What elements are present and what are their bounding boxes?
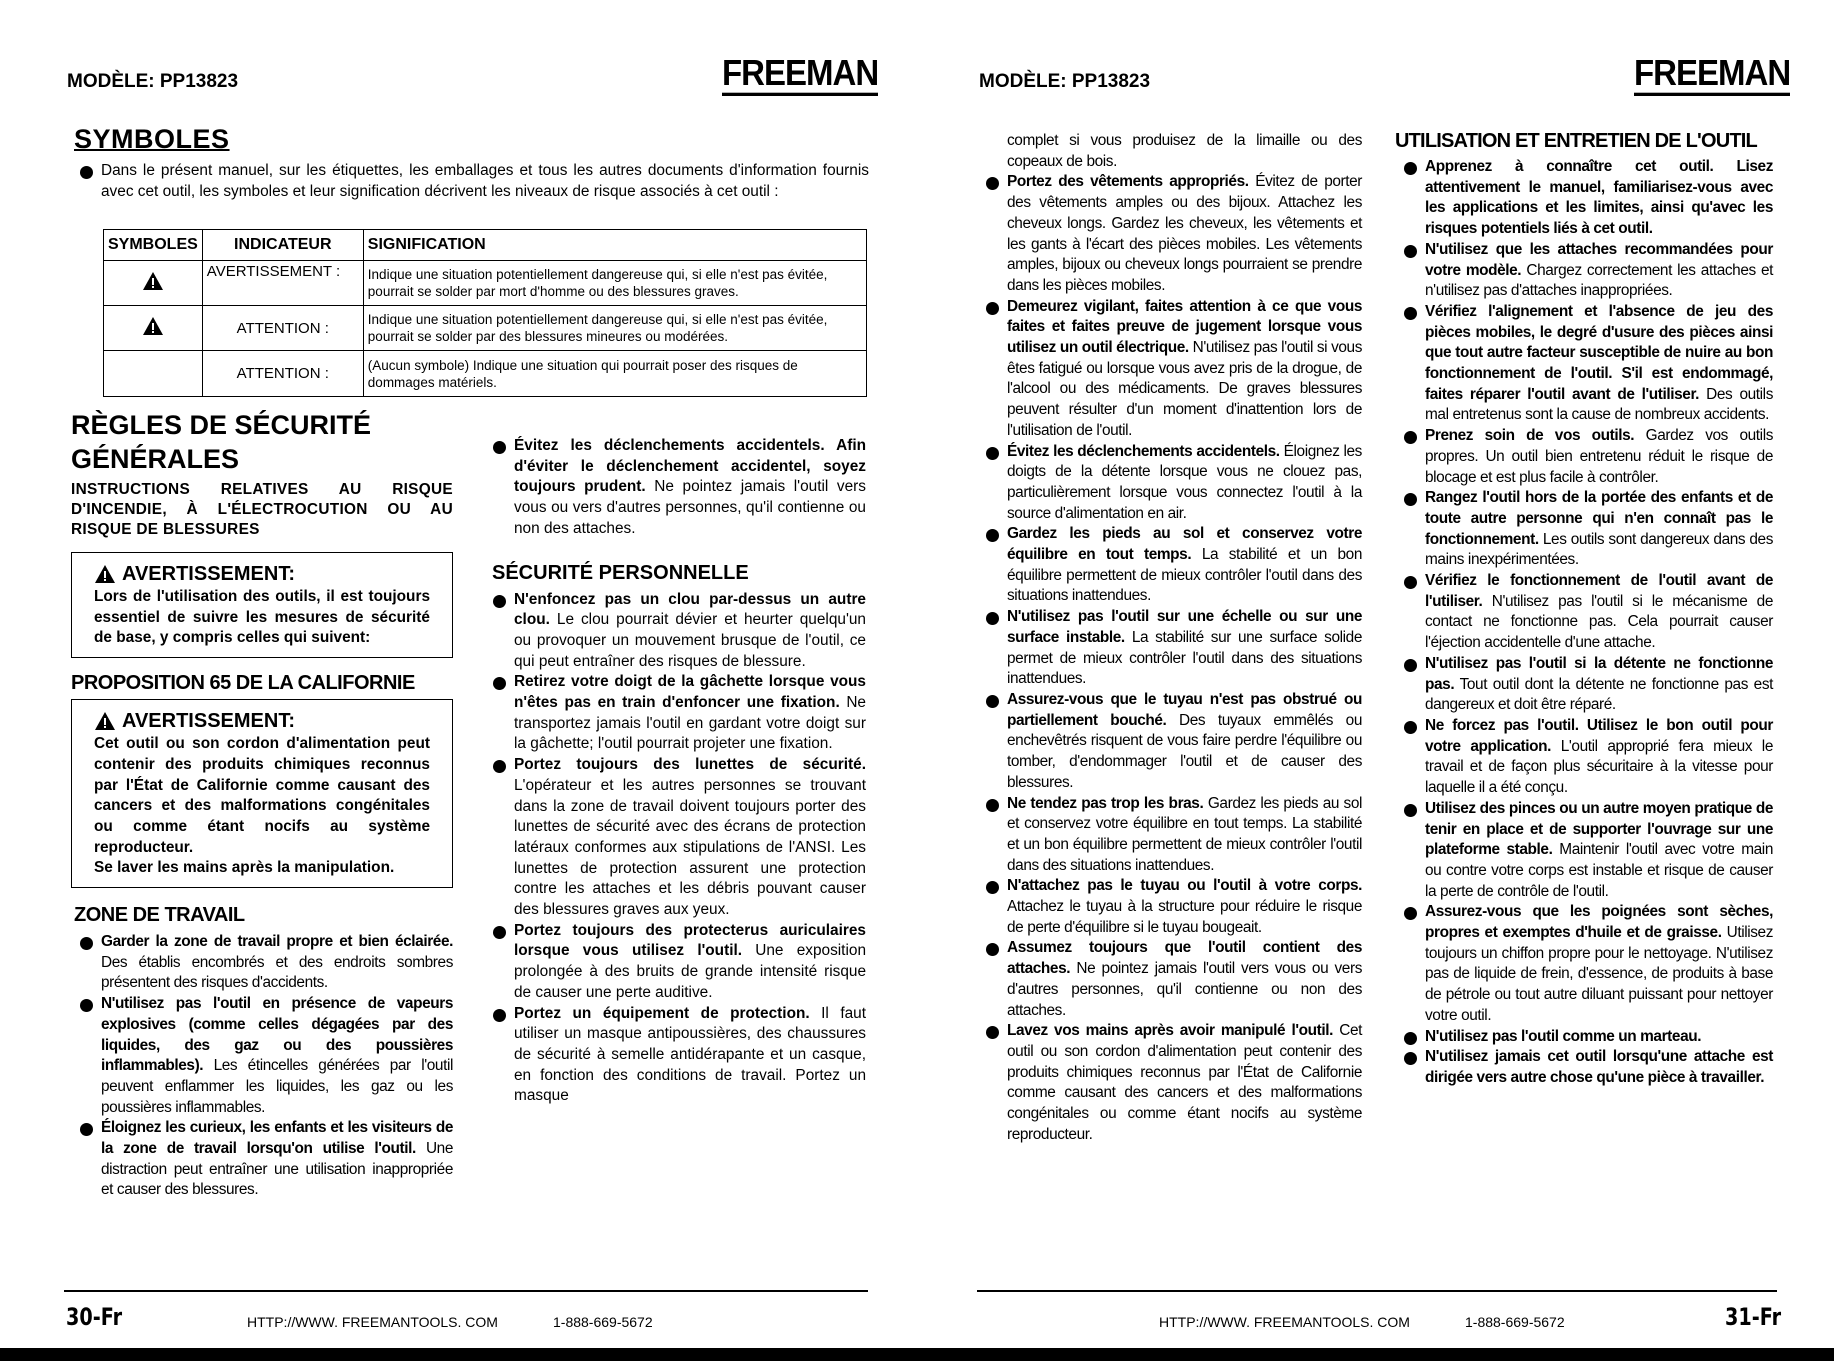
warning-body-2: Se laver les mains après la manipulation. bbox=[94, 859, 395, 877]
brand-logo: FREEMAN bbox=[1634, 52, 1790, 94]
list-item: N'utilisez jamais cet outil lorsqu'une attache est dirigée vers autre chose qu'une pièce à travailler. bbox=[1403, 1047, 1773, 1088]
list-item: Vérifiez le fonctionnement de l'outil avant de l'utiliser. N'utilisez pas l'outil si le mécanisme de contact ne fonctionne pas. Cela pourrait causer l'éjection accidentelle d'une attache. bbox=[1403, 571, 1773, 654]
list-item: Portez un équipement de protection. Il faut utiliser un masque antipoussières, des chaussures de sécurité à semelle antidérapante et un casque, en fonction des conditions de travail. Portez un masque bbox=[492, 1004, 866, 1108]
meaning-cell: Indique une situation potentiellement dangereuse qui, si elle n'est pas évitée, pourrait se solder par des blessures mineures ou modérées. bbox=[363, 306, 866, 351]
list-item: Éloignez les curieux, les enfants et les visiteurs de la zone de travail lorsqu'on utilise l'outil. Une distraction peut entraîner une utilisation inappropriée et causer des blessures. bbox=[79, 1118, 453, 1201]
page-number: 30-Fr bbox=[66, 1303, 123, 1331]
brand-logo: FREEMAN bbox=[722, 52, 878, 94]
table-row bbox=[104, 306, 867, 351]
indicator-cell: ATTENTION : bbox=[202, 306, 363, 351]
regles-warning-box bbox=[71, 552, 453, 658]
regles-title-line2: GÉNÉRALES bbox=[71, 444, 240, 474]
warning-triangle-icon bbox=[94, 564, 116, 584]
list-item: N'attachez pas le tuyau ou l'outil à votre corps. Attachez le tuyau à la structure pour réduire le risque de perte d'équilibre si le tuyau bougeait. bbox=[985, 876, 1362, 938]
footer-phone: 1-888-669-5672 bbox=[553, 1314, 653, 1330]
warning-triangle-icon bbox=[104, 261, 203, 306]
regles-subtitle: INSTRUCTIONS RELATIVES AU RISQUE D'INCENDIE, À L'ÉLECTROCUTION OU AU RISQUE DE BLESSURES bbox=[71, 481, 453, 538]
list-item: Assurez-vous que le tuyau n'est pas obstrué ou partiellement bouché. Des tuyaux emmêlés ou enchevêtrés risquent de vous faire perdre l'équilibre ou tomber, d'endommager l'outil et de causer des blessures. bbox=[985, 690, 1362, 794]
list-item: Ne forcez pas l'outil. Utilisez le bon outil pour votre application. L'outil approprié fera mieux le travail et de façon plus sécuritaire à la vitesse pour laquelle il a été conçu. bbox=[1403, 716, 1773, 799]
meaning-cell: (Aucun symbole) Indique une situation qui pourrait poser des risques de dommages matériels. bbox=[363, 351, 866, 397]
prop65-warning-box bbox=[71, 699, 453, 888]
footer-url[interactable]: HTTP://WWW. FREEMANTOOLS. COM bbox=[1159, 1314, 1410, 1330]
list-item: Évitez les déclenchements accidentels. Afin d'éviter le déclenchement accidentel, soyez toujours prudent. Ne pointez jamais l'outil vers vous ou vers d'autres personnes, qu'il contienne ou non des attaches. bbox=[492, 436, 866, 540]
symboles-title: SYMBOLES bbox=[74, 124, 230, 154]
footer-url[interactable]: HTTP://WWW. FREEMANTOOLS. COM bbox=[247, 1314, 498, 1330]
utilisation-list bbox=[1395, 157, 1773, 1089]
page-number: 31-Fr bbox=[1725, 1303, 1782, 1331]
bottom-band bbox=[0, 1348, 1834, 1361]
list-item: Portez toujours des lunettes de sécurité. L'opérateur et les autres personnes se trouvant dans la zone de travail doivent toujours porter des lunettes de sécurité avec des écrans de protection latéraux conformes aux stipulations de l'ANSI. Les lunettes de protection assurent une protection contre les attaches et les débris pouvant causer des blessures graves aux yeux. bbox=[492, 755, 866, 921]
list-item: Assurez-vous que les poignées sont sèches, propres et exemptes d'huile et de graisse. Utilisez toujours un chiffon propre pour le nettoyage. N'utilisez pas de liquide de frein, d'essence, de produits à base de pétrole ou tout autre diluant puissant pour nettoyer votre outil. bbox=[1403, 902, 1773, 1026]
symboles-intro: Dans le présent manuel, sur les étiquettes, les emballages et tous les autres documents d'information fournis avec cet outil, les symboles et leur signification décrivent les niveaux de risque associés à cet outil : bbox=[79, 161, 869, 202]
footer-rule bbox=[977, 1290, 1777, 1292]
list-item: N'utilisez pas l'outil en présence de vapeurs explosives (comme celles dégagées par des liquides, des gaz ou des poussières inflammables). Les étincelles générées par l'outil peuvent enflammer les liquides, les gaz ou les poussières inflammables. bbox=[79, 994, 453, 1118]
table-header-symboles: SYMBOLES bbox=[104, 230, 203, 261]
footer-phone: 1-888-669-5672 bbox=[1465, 1314, 1565, 1330]
indicator-cell: AVERTISSEMENT : bbox=[202, 261, 363, 306]
right-column-2 bbox=[1395, 128, 1773, 1089]
list-item: Apprenez à connaître cet outil. Lisez attentivement le manuel, familiarisez-vous avec les applications et les limites, ainsi qu'avec les risques potentiels liés à cet outil. bbox=[1403, 157, 1773, 240]
list-item: N'utilisez pas l'outil si la détente ne fonctionne pas. Tout outil dont la détente ne fonctionne pas est dangereux et doit être réparé. bbox=[1403, 654, 1773, 716]
table-header-signification: SIGNIFICATION bbox=[363, 230, 866, 261]
zone-title: ZONE DE TRAVAIL bbox=[74, 904, 245, 927]
list-item: Vérifiez l'alignement et l'absence de jeu des pièces mobiles, le degré d'usure des pièces ainsi que tout autre facteur susceptible de nuire au bon fonctionnement de l'outil. S'il est endommagé, faites réparer l'outil avant de l'utiliser. Des outils mal entretenus sont la cause de nombreux accidents. bbox=[1403, 302, 1773, 426]
meaning-cell: Indique une situation potentiellement dangereuse qui, si elle n'est pas évitée, pourrait se solder par mort d'homme ou des blessures graves. bbox=[363, 261, 866, 306]
model-label: MODÈLE: PP13823 bbox=[67, 71, 239, 92]
list-item: Assumez toujours que l'outil contient des attaches. Ne pointez jamais l'outil vers vous ou vers d'autres personnes, qu'il contienne ou non des attaches. bbox=[985, 938, 1362, 1021]
list-item: Lavez vos mains après avoir manipulé l'outil. Cet outil ou son cordon d'alimentation peut contenir des produits chimiques reconnus par l'État de Californie comme causant des cancers et des malformations congénitales ou comme étant nocifs au système reproducteur. bbox=[985, 1021, 1362, 1145]
model-label: MODÈLE: PP13823 bbox=[979, 71, 1151, 92]
left-column-1 bbox=[71, 408, 453, 1201]
col3-list bbox=[985, 172, 1362, 1145]
continuation-text: complet si vous produisez de la limaille ou des copeaux de bois. bbox=[1007, 132, 1362, 170]
warning-triangle-icon bbox=[104, 306, 203, 351]
list-item: N'enfoncez pas un clou par-dessus un autre clou. Le clou pourrait dévier et heurter quelqu'un ou provoquer un mouvement brusque de l'outil, ce qui peut entraîner des risques de blessure. bbox=[492, 590, 866, 673]
zone-list bbox=[71, 932, 453, 1201]
list-item: Rangez l'outil hors de la portée des enfants et de toute autre personne qui n'en connaît pas le fonctionnement. Les outils sont dangereux dans des mains inexpérimentées. bbox=[1403, 488, 1773, 571]
prop65-title: PROPOSITION 65 DE LA CALIFORNIE bbox=[71, 672, 415, 695]
warning-title: AVERTISSEMENT: bbox=[122, 710, 295, 733]
list-item: Utilisez des pinces ou un autre moyen pratique de tenir en place et de supporter l'ouvrage sur une plateforme stable. Maintenir l'outil avec votre main ou contre votre corps est instable et risque de causer la perte de contrôle de l'outil. bbox=[1403, 799, 1773, 903]
table-row bbox=[104, 261, 867, 306]
list-item: Portez toujours des protecterus auriculaires lorsque vous utilisez l'outil. Une exposition prolongée à des bruits de grande intensité risque de causer une perte auditive. bbox=[492, 921, 866, 1004]
list-item: Gardez les pieds au sol et conservez votre équilibre en tout temps. La stabilité et un bon équilibre permettent de mieux contrôler l'outil dans des situations inattendues. bbox=[985, 524, 1362, 607]
symbols-table bbox=[103, 229, 867, 397]
list-item: Demeurez vigilant, faites attention à ce que vous faites et faites preuve de jugement lorsque vous utilisez un outil électrique. N'utilisez pas l'outil si vous êtes fatigué ou lorsque vous avez pris de la drogue, de l'alcool ou des médicaments. De graves blessures peuvent résulter d'un moment d'inattention lors de l'utilisation de l'outil. bbox=[985, 297, 1362, 442]
utilisation-title: UTILISATION ET ENTRETIEN DE L'OUTIL bbox=[1395, 130, 1757, 152]
personnelle-list bbox=[492, 590, 866, 1108]
table-header-indicateur: INDICATEUR bbox=[202, 230, 363, 261]
warning-body: Lors de l'utilisation des outils, il est toujours essentiel de suivre les mesures de sécurité de base, y compris celles qui suivent: bbox=[94, 588, 430, 647]
warning-triangle-icon bbox=[94, 711, 116, 731]
list-item: N'utilisez pas l'outil comme un marteau. bbox=[1403, 1027, 1773, 1048]
right-column-1 bbox=[985, 131, 1362, 1145]
list-item: N'utilisez pas l'outil sur une échelle ou sur une surface instable. La stabilité sur une surface solide permet de mieux contrôler l'outil dans des situations inattendues. bbox=[985, 607, 1362, 690]
table-row bbox=[104, 351, 867, 397]
list-item: Garder la zone de travail propre et bien éclairée. Des établis encombrés et des endroits sombres présentent des risques d'accidents. bbox=[79, 932, 453, 994]
regles-title-line1: RÈGLES DE SÉCURITÉ bbox=[71, 410, 372, 440]
col2-top-list bbox=[492, 436, 866, 540]
list-item: Évitez les déclenchements accidentels. Éloignez les doigts de la détente lorsque vous ne clouez pas, particulièrement lorsque vous connectez l'outil à la source d'alimentation en air. bbox=[985, 442, 1362, 525]
list-item: Ne tendez pas trop les bras. Gardez les pieds au sol et conservez votre équilibre en tout temps. La stabilité et un bon équilibre permettent de mieux contrôler l'outil dans des situations inattendues. bbox=[985, 794, 1362, 877]
list-item: Prenez soin de vos outils. Gardez vos outils propres. Un outil bien entretenu réduit le risque de blocage et est plus facile à contrôler. bbox=[1403, 426, 1773, 488]
list-item: Portez des vêtements appropriés. Évitez de porter des vêtements amples ou des bijoux. Attachez les cheveux longs. Gardez les cheveux, les vêtements et les gants à l'écart des pièces mobiles. Les vêtements amples, bijoux ou cheveux longs pourraient se prendre dans les pièces mobiles. bbox=[985, 172, 1362, 296]
right-page bbox=[917, 0, 1834, 1361]
indicator-cell: ATTENTION : bbox=[202, 351, 363, 397]
left-column-2 bbox=[492, 436, 866, 1107]
footer-rule bbox=[64, 1290, 868, 1292]
warning-title: AVERTISSEMENT: bbox=[122, 563, 295, 585]
personnelle-title: SÉCURITÉ PERSONNELLE bbox=[492, 561, 749, 584]
table-header-row bbox=[104, 230, 867, 261]
list-item: N'utilisez que les attaches recommandées pour votre modèle. Chargez correctement les attaches et n'utilisez pas d'attaches inappropriées. bbox=[1403, 240, 1773, 302]
list-item: Retirez votre doigt de la gâchette lorsque vous n'êtes pas en train d'enfoncer une fixation. Ne transportez jamais l'outil en gardant votre doigt sur la gâchette; l'outil pourrait projeter une fixation. bbox=[492, 672, 866, 755]
warning-body: Cet outil ou son cordon d'alimentation peut contenir des produits chimiques reconnus par l'État de Californie comme causant des cancers et des malformations congénitales ou comme étant nocifs au système reproducteur. bbox=[94, 735, 430, 856]
